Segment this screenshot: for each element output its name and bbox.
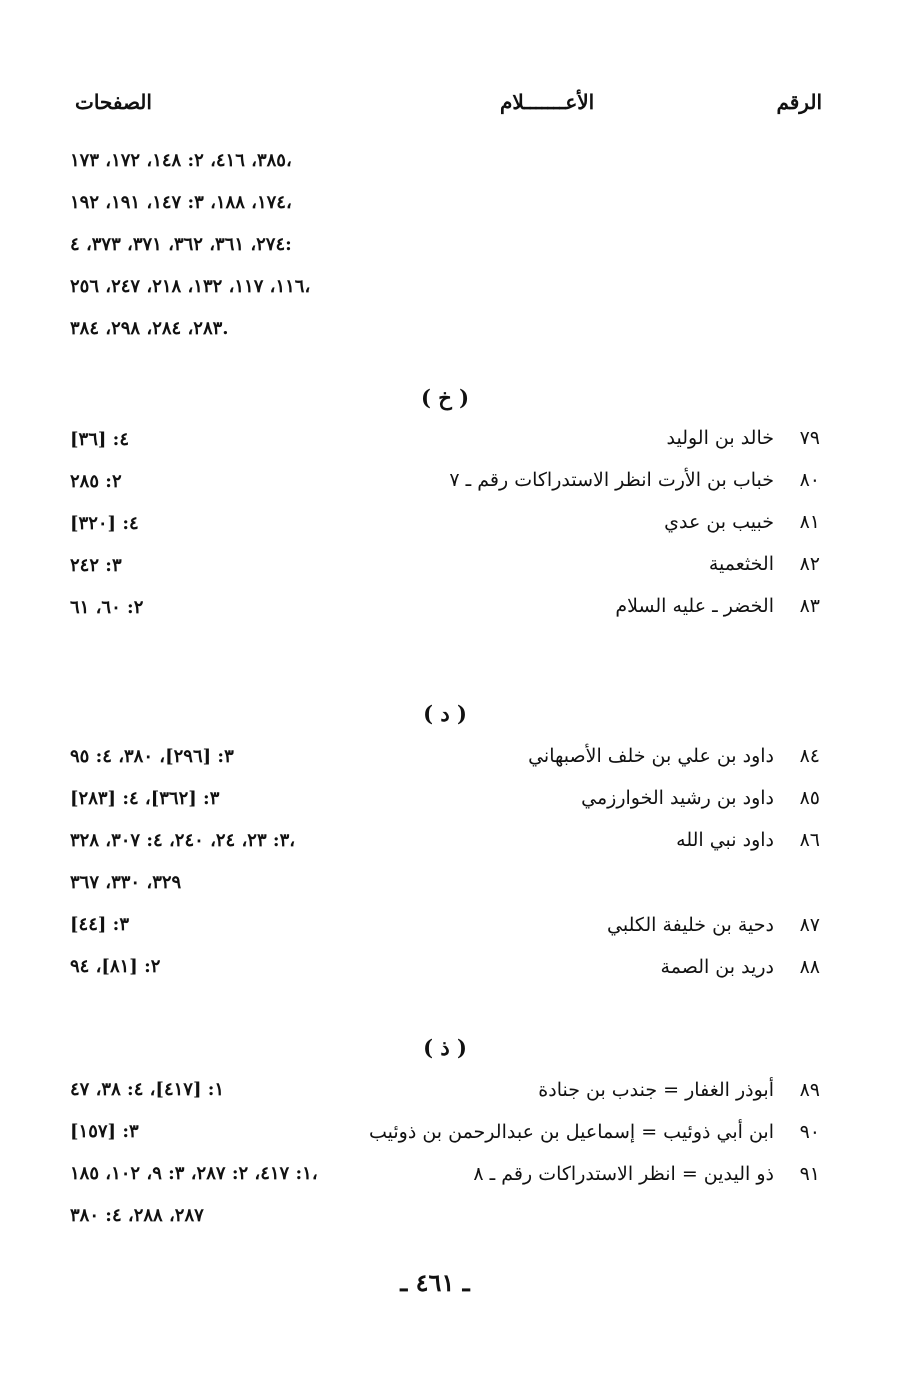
entry-number: ٨٦	[799, 829, 820, 851]
continuation-line: ٢٨٣، ٢٨٤، ٢٩٨، ٣٨٤.	[70, 318, 229, 339]
entry-number: ٨٨	[799, 956, 820, 978]
entry-number: ٨٠	[799, 469, 820, 491]
entry-name: خبيب بن عدي	[664, 511, 774, 533]
entry-pages-continued: ٣٢٩، ٣٣٠، ٣٦٧	[70, 872, 182, 893]
continuation-line: ١٧٤، ١٨٨، ٣: ١٤٧، ١٩١، ١٩٢،	[70, 192, 292, 213]
entry-pages: ٣: [٣٦٢]، ٤: [٢٨٣]	[70, 788, 220, 809]
entry-pages: ٢: [٨١]، ٩٤	[70, 956, 161, 977]
header-number-label: الرقم	[776, 90, 822, 114]
header-names-label: الأعـــــــلام	[500, 90, 595, 114]
entry-pages: ١: ٤١٧، ٢: ٢٨٧، ٣: ٩، ١٠٢، ١٨٥،	[70, 1163, 318, 1184]
entry-number: ٨٧	[799, 914, 820, 936]
entry-name: أبوذر الغفار = جندب بن جنادة	[538, 1079, 774, 1101]
entry-name: الخضر ـ عليه السلام	[615, 595, 774, 617]
continuation-line: ١١٦، ١١٧، ١٣٢، ٢١٨، ٢٤٧، ٢٥٦،	[70, 276, 311, 297]
entry-pages: ٤: [٣٢٠]	[70, 513, 139, 534]
entry-number: ٩١	[799, 1163, 820, 1185]
header-pages-label: الصفحات	[75, 90, 152, 114]
entry-number: ٨٤	[799, 745, 820, 767]
entry-number: ٨٩	[799, 1079, 820, 1101]
entry-number: ٨٢	[799, 553, 820, 575]
entry-name: ذو اليدين = انظر الاستدراكات رقم ـ ٨	[473, 1163, 774, 1185]
entry-pages: ٢: ٦٠، ٦١	[70, 597, 144, 618]
entry-pages: ٣: ٢٤٢	[70, 555, 122, 576]
entry-number: ٨٣	[799, 595, 820, 617]
entry-pages: ٣: [١٥٧]	[70, 1121, 139, 1142]
entry-name: الخثعمية	[708, 553, 774, 575]
entry-pages: ٢: ٢٨٥	[70, 471, 122, 492]
entry-pages: ٣: ٢٣، ٢٤، ٢٤٠، ٤: ٣٠٧، ٣٢٨،	[70, 830, 296, 851]
entry-pages: ٤: [٣٦]	[70, 429, 129, 450]
section-letter-dhal: ( ذ )	[423, 1035, 467, 1060]
page-number: ـ ٤٦١ ـ	[400, 1268, 470, 1297]
entry-name: دحية بن خليفة الكلبي	[607, 914, 774, 936]
entry-pages: ٣: [٢٩٦]، ٣٨٠، ٤: ٩٥	[70, 746, 234, 767]
section-letter-kha: ( خ )	[420, 385, 470, 410]
entry-pages: ٣: [٤٤]	[70, 914, 129, 935]
entry-name: داود بن علي بن خلف الأصبهاني	[528, 745, 774, 767]
continuation-line: ٣٨٥، ٤١٦، ٢: ١٤٨، ١٧٢، ١٧٣،	[70, 150, 292, 171]
entry-number: ٨٥	[799, 787, 820, 809]
entry-name: ابن أبي ذوئيب = إسماعيل بن عبدالرحمن بن ذوئيب	[368, 1121, 774, 1143]
entry-pages: ١: [٤١٧]، ٤: ٣٨، ٤٧	[70, 1079, 225, 1100]
section-letter-dal: ( د )	[423, 701, 467, 726]
entry-number: ٨١	[799, 511, 820, 533]
entry-number: ٧٩	[799, 427, 820, 449]
entry-name: داود بن رشيد الخوارزمي	[581, 787, 774, 809]
continuation-line: ٢٧٤، ٣٦١، ٣٦٢، ٣٧١، ٣٧٣، ٤:	[70, 234, 292, 255]
entry-name: دريد بن الصمة	[660, 956, 774, 978]
entry-pages-continued: ٢٨٧، ٢٨٨، ٤: ٣٨٠	[70, 1205, 204, 1226]
entry-number: ٩٠	[799, 1121, 820, 1143]
entry-name: خالد بن الوليد	[666, 427, 774, 449]
entry-name: خباب بن الأرت انظر الاستدراكات رقم ـ ٧	[449, 469, 774, 491]
entry-name: داود نبي الله	[676, 829, 774, 851]
